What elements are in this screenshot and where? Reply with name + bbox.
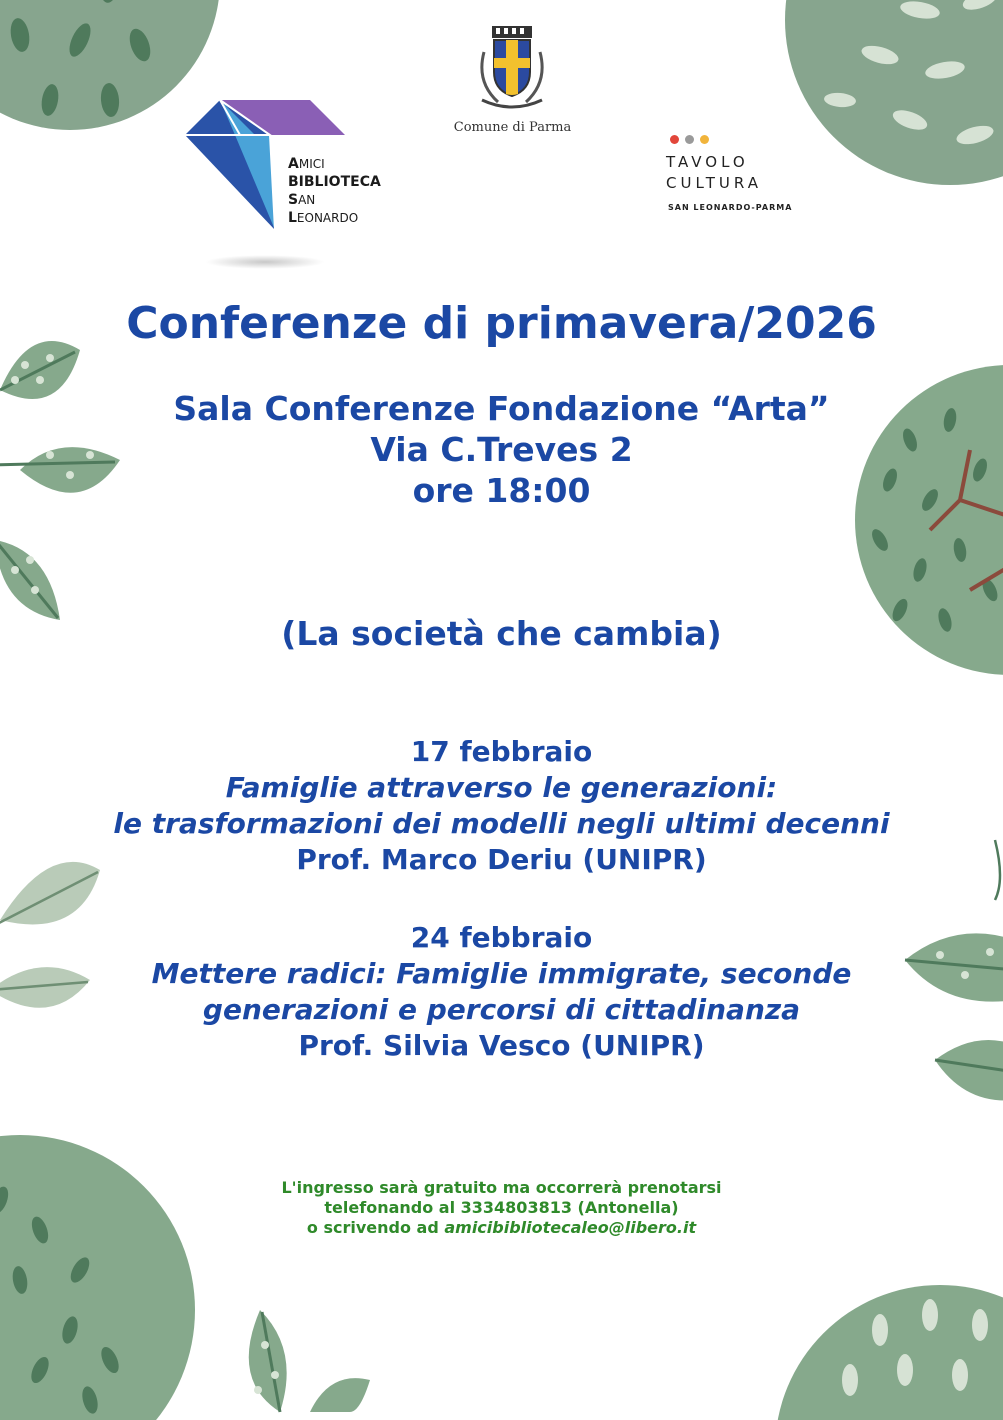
event-1 — [0, 734, 1003, 878]
event-1-title-line2: le trasformazioni dei modelli negli ultimi decenni — [113, 807, 890, 840]
event-2-title-line2: generazioni e percorsi di cittadinanza — [202, 993, 801, 1026]
amici-logo-text: AMICI BIBLIOTECA SAN LEONARDO — [288, 156, 381, 226]
tavolo-sub: SAN LEONARDO-PARMA — [668, 203, 793, 212]
page-title: Conferenze di primavera/2026 — [126, 298, 877, 349]
tavolo-line2: CULTURA — [666, 174, 762, 192]
tree-crown-bottom-right — [780, 1270, 1003, 1412]
comune-di-parma-label: Comune di Parma — [453, 120, 572, 135]
footer-line3-prefix: o scrivendo ad — [306, 1218, 445, 1237]
leaves-bottom-center — [200, 1300, 380, 1412]
event-2-title-line1: Mettere radici: Famiglie immigrate, seconde — [151, 957, 852, 990]
footer-line1: L'ingresso sarà gratuito ma occorrerà prenotarsi — [281, 1178, 722, 1197]
event-1-speaker: Prof. Marco Deriu (UNIPR) — [296, 843, 707, 876]
tavolo-line1: TAVOLO — [666, 153, 749, 171]
tavolo-dots-icon — [670, 135, 820, 144]
venue-address: Via C.Treves 2 — [370, 430, 633, 469]
theme-subtitle: (La società che cambia) — [281, 614, 722, 653]
event-1-title-line1: Famiglie attraverso le generazioni: — [225, 771, 778, 804]
event-2 — [0, 920, 1003, 1064]
logo-shadow — [205, 255, 325, 269]
foliage-top-right — [800, 0, 1003, 200]
venue-name: Sala Conferenze Fondazione “Arta” — [173, 389, 830, 428]
venue-time: ore 18:00 — [412, 471, 591, 510]
event-2-date: 24 febbraio — [410, 921, 593, 954]
event-1-date: 17 febbraio — [410, 735, 593, 768]
parma-crest-icon — [468, 22, 556, 114]
contact-email-link[interactable]: amicibibliotecaleo@libero.it — [444, 1218, 697, 1237]
footer-line2: telefonando al 3334803813 (Antonella) — [324, 1198, 679, 1217]
venue-block — [0, 388, 1003, 511]
footer-info — [0, 1178, 1003, 1238]
tavolo-cultura-logo — [660, 135, 820, 212]
event-2-speaker: Prof. Silvia Vesco (UNIPR) — [298, 1029, 705, 1062]
footer-line3 — [0, 1218, 1003, 1238]
tree-crown-bottom-left — [0, 1110, 180, 1420]
